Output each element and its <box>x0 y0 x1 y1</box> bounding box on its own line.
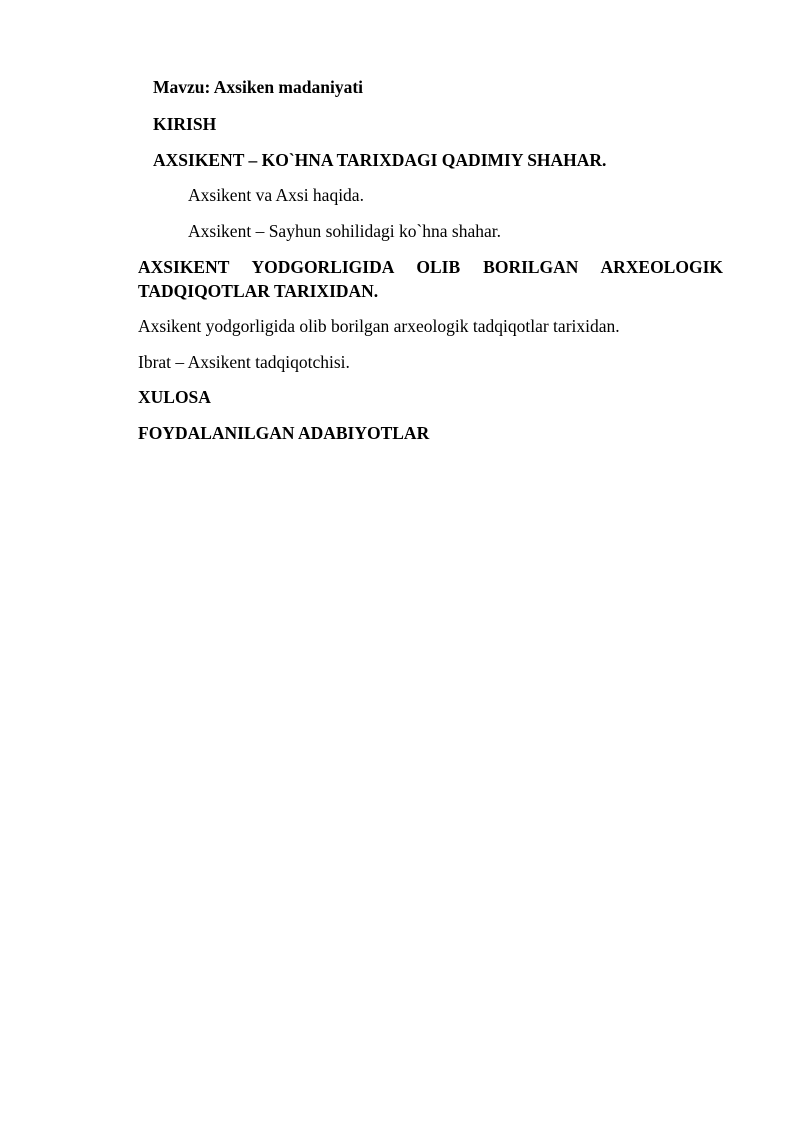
topic-heading: Mavzu: Axsiken madaniyati <box>153 77 364 97</box>
chapter2-section-1: Axsikent yodgorligida olib borilgan arxeologik tadqiqotlar tarixidan. <box>138 316 620 336</box>
chapter1-section-2: Axsikent – Sayhun sohilidagi ko`hna shahar. <box>188 221 502 241</box>
chapter2-title-line2: TADQIQOTLAR TARIXIDAN. <box>138 281 379 301</box>
references-heading: FOYDALANILGAN ADABIYOTLAR <box>138 423 430 443</box>
intro-heading: KIRISH <box>153 114 217 134</box>
chapter2-title <box>138 255 723 303</box>
chapter1-section-1: Axsikent va Axsi haqida. <box>188 185 364 205</box>
chapter2-title-line1: AXSIKENT YODGORLIGIDA OLIB BORILGAN ARXEOLOGIK <box>138 257 723 277</box>
chapter2-section-2: Ibrat – Axsikent tadqiqotchisi. <box>138 352 350 372</box>
conclusion-heading: XULOSA <box>138 387 211 407</box>
chapter1-title: AXSIKENT – KO`HNA TARIXDAGI QADIMIY SHAHAR. <box>153 150 607 170</box>
